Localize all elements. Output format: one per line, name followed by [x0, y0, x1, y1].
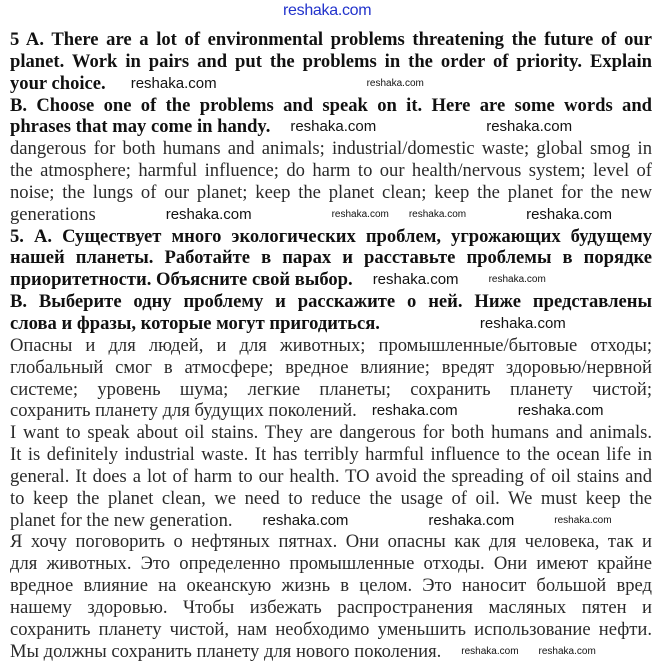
- watermark: reshaka.com: [165, 205, 252, 223]
- watermark: reshaka.com: [538, 645, 596, 657]
- watermark: reshaka.com: [290, 118, 377, 136]
- text-line: [10, 51, 652, 73]
- watermark: reshaka.com: [461, 645, 519, 657]
- text-line: [10, 116, 652, 138]
- text-line-content: приоритетности. Объясните свой выбор.: [10, 269, 353, 291]
- text-line: [10, 95, 652, 117]
- text-line: [10, 357, 652, 379]
- text-line-content: вредное влияние на океанскую жизнь в целом. Это наносит большой вред: [10, 575, 652, 597]
- text-line-content: нашему здоровью. Чтобы избежать распространения масляных пятен и: [10, 596, 652, 618]
- text-line: [10, 335, 652, 357]
- watermark: reshaka.com: [262, 511, 349, 529]
- text-line-content: В. Выберите одну проблему и расскажите о ней. Ниже представлены: [10, 291, 652, 313]
- text-line-content: generations: [10, 203, 96, 225]
- text-line: [10, 488, 652, 510]
- watermark: reshaka.com: [408, 208, 467, 220]
- text-line: [10, 269, 652, 291]
- text-line-content: noise; the lungs of our planet; keep the planet clean; keep the planet for the new: [10, 181, 652, 203]
- text-line: [10, 619, 652, 641]
- text-line: [10, 444, 652, 466]
- watermark: reshaka.com: [479, 314, 566, 332]
- text-line: [10, 510, 652, 532]
- text-line: [10, 531, 652, 553]
- text-line: [10, 575, 652, 597]
- watermark: reshaka.com: [130, 74, 217, 92]
- watermark-header: reshaka.com: [283, 2, 372, 19]
- text-line-content: сохранить планету для будущих поколений.: [10, 400, 357, 422]
- text-line: [10, 204, 652, 226]
- text-line-content: dangerous for both humans and animals; industrial/domestic waste; global smog in: [10, 138, 652, 160]
- text-line-content: to keep the planet clean, we need to reduce the usage of oil. We must keep the: [10, 487, 652, 509]
- text-line-content: B. Choose one of the problems and speak on it. Here are some words and: [10, 94, 652, 116]
- text-line: [10, 247, 652, 269]
- text-line-content: Мы должны сохранить планету для нового поколения.: [10, 640, 442, 662]
- watermark: reshaka.com: [331, 208, 389, 220]
- watermark: reshaka.com: [517, 402, 604, 420]
- text-line: [10, 291, 652, 313]
- text-line: [10, 226, 652, 248]
- text-line-content: слова и фразы, которые могут пригодиться.: [10, 312, 380, 334]
- watermark: reshaka.com: [366, 77, 424, 89]
- text-line-content: planet. Work in pairs and put the problems in the order of priority. Explain: [10, 50, 652, 72]
- watermark: reshaka.com: [372, 271, 459, 289]
- text-line: [10, 138, 652, 160]
- watermark: reshaka.com: [554, 514, 612, 526]
- document-body: [10, 29, 652, 662]
- text-line-content: 5 A. There are a lot of environmental problems threatening the future of our: [10, 29, 652, 50]
- watermark: reshaka.com: [371, 402, 458, 420]
- watermark: reshaka.com: [486, 118, 573, 136]
- text-line-content: I want to speak about oil stains. They are dangerous for both humans and animals.: [10, 422, 652, 444]
- text-line: [10, 597, 652, 619]
- text-line-content: phrases that may come in handy.: [10, 116, 271, 138]
- text-line-content: general. It does a lot of harm to our health. TO avoid the spreading of oil stains and: [10, 465, 652, 487]
- text-line: [10, 379, 652, 401]
- text-line-content: Я хочу поговорить о нефтяных пятнах. Они опасны как для человека, так и: [10, 531, 652, 553]
- text-line-content: для животных. Это определенно промышленные отходы. Они имеют крайне: [10, 553, 652, 575]
- watermark: reshaka.com: [526, 205, 612, 223]
- text-line-content: the atmosphere; harmful influence; do harm to our health/nervous system; level of: [10, 160, 652, 182]
- text-line: [10, 160, 652, 182]
- watermark: reshaka.com: [488, 274, 546, 286]
- text-line-content: It is definitely industrial waste. It has terribly harmful influence to the ocean life in: [10, 444, 652, 466]
- text-line-content: системе; уровень шума; легкие планеты; сохранить планету чистой;: [10, 378, 652, 400]
- text-line-content: сохранить планету чистой, нам необходимо уменьшить использование нефти.: [10, 618, 652, 640]
- text-line-content: глобальный смог в атмосфере; вредное влияние; вредят здоровью/нервной: [10, 356, 652, 378]
- text-line: [10, 553, 652, 575]
- text-line: [10, 400, 652, 422]
- text-line: [10, 73, 652, 95]
- text-line: [10, 422, 652, 444]
- text-line: [10, 641, 652, 663]
- text-line: [10, 466, 652, 488]
- text-line: [10, 182, 652, 204]
- text-line: [10, 29, 652, 51]
- text-line-content: planet for the new generation.: [10, 509, 233, 531]
- watermark: reshaka.com: [428, 511, 515, 529]
- text-line-content: Опасны и для людей, и для животных; промышленные/бытовые отходы;: [10, 334, 652, 356]
- text-line-content: нашей планеты. Работайте в парах и расставьте проблемы в порядке: [10, 247, 652, 269]
- text-line-content: 5. А. Существует много экологических проблем, угрожающих будущему: [10, 225, 652, 247]
- text-line-content: your choice.: [10, 72, 106, 94]
- text-line: [10, 313, 652, 335]
